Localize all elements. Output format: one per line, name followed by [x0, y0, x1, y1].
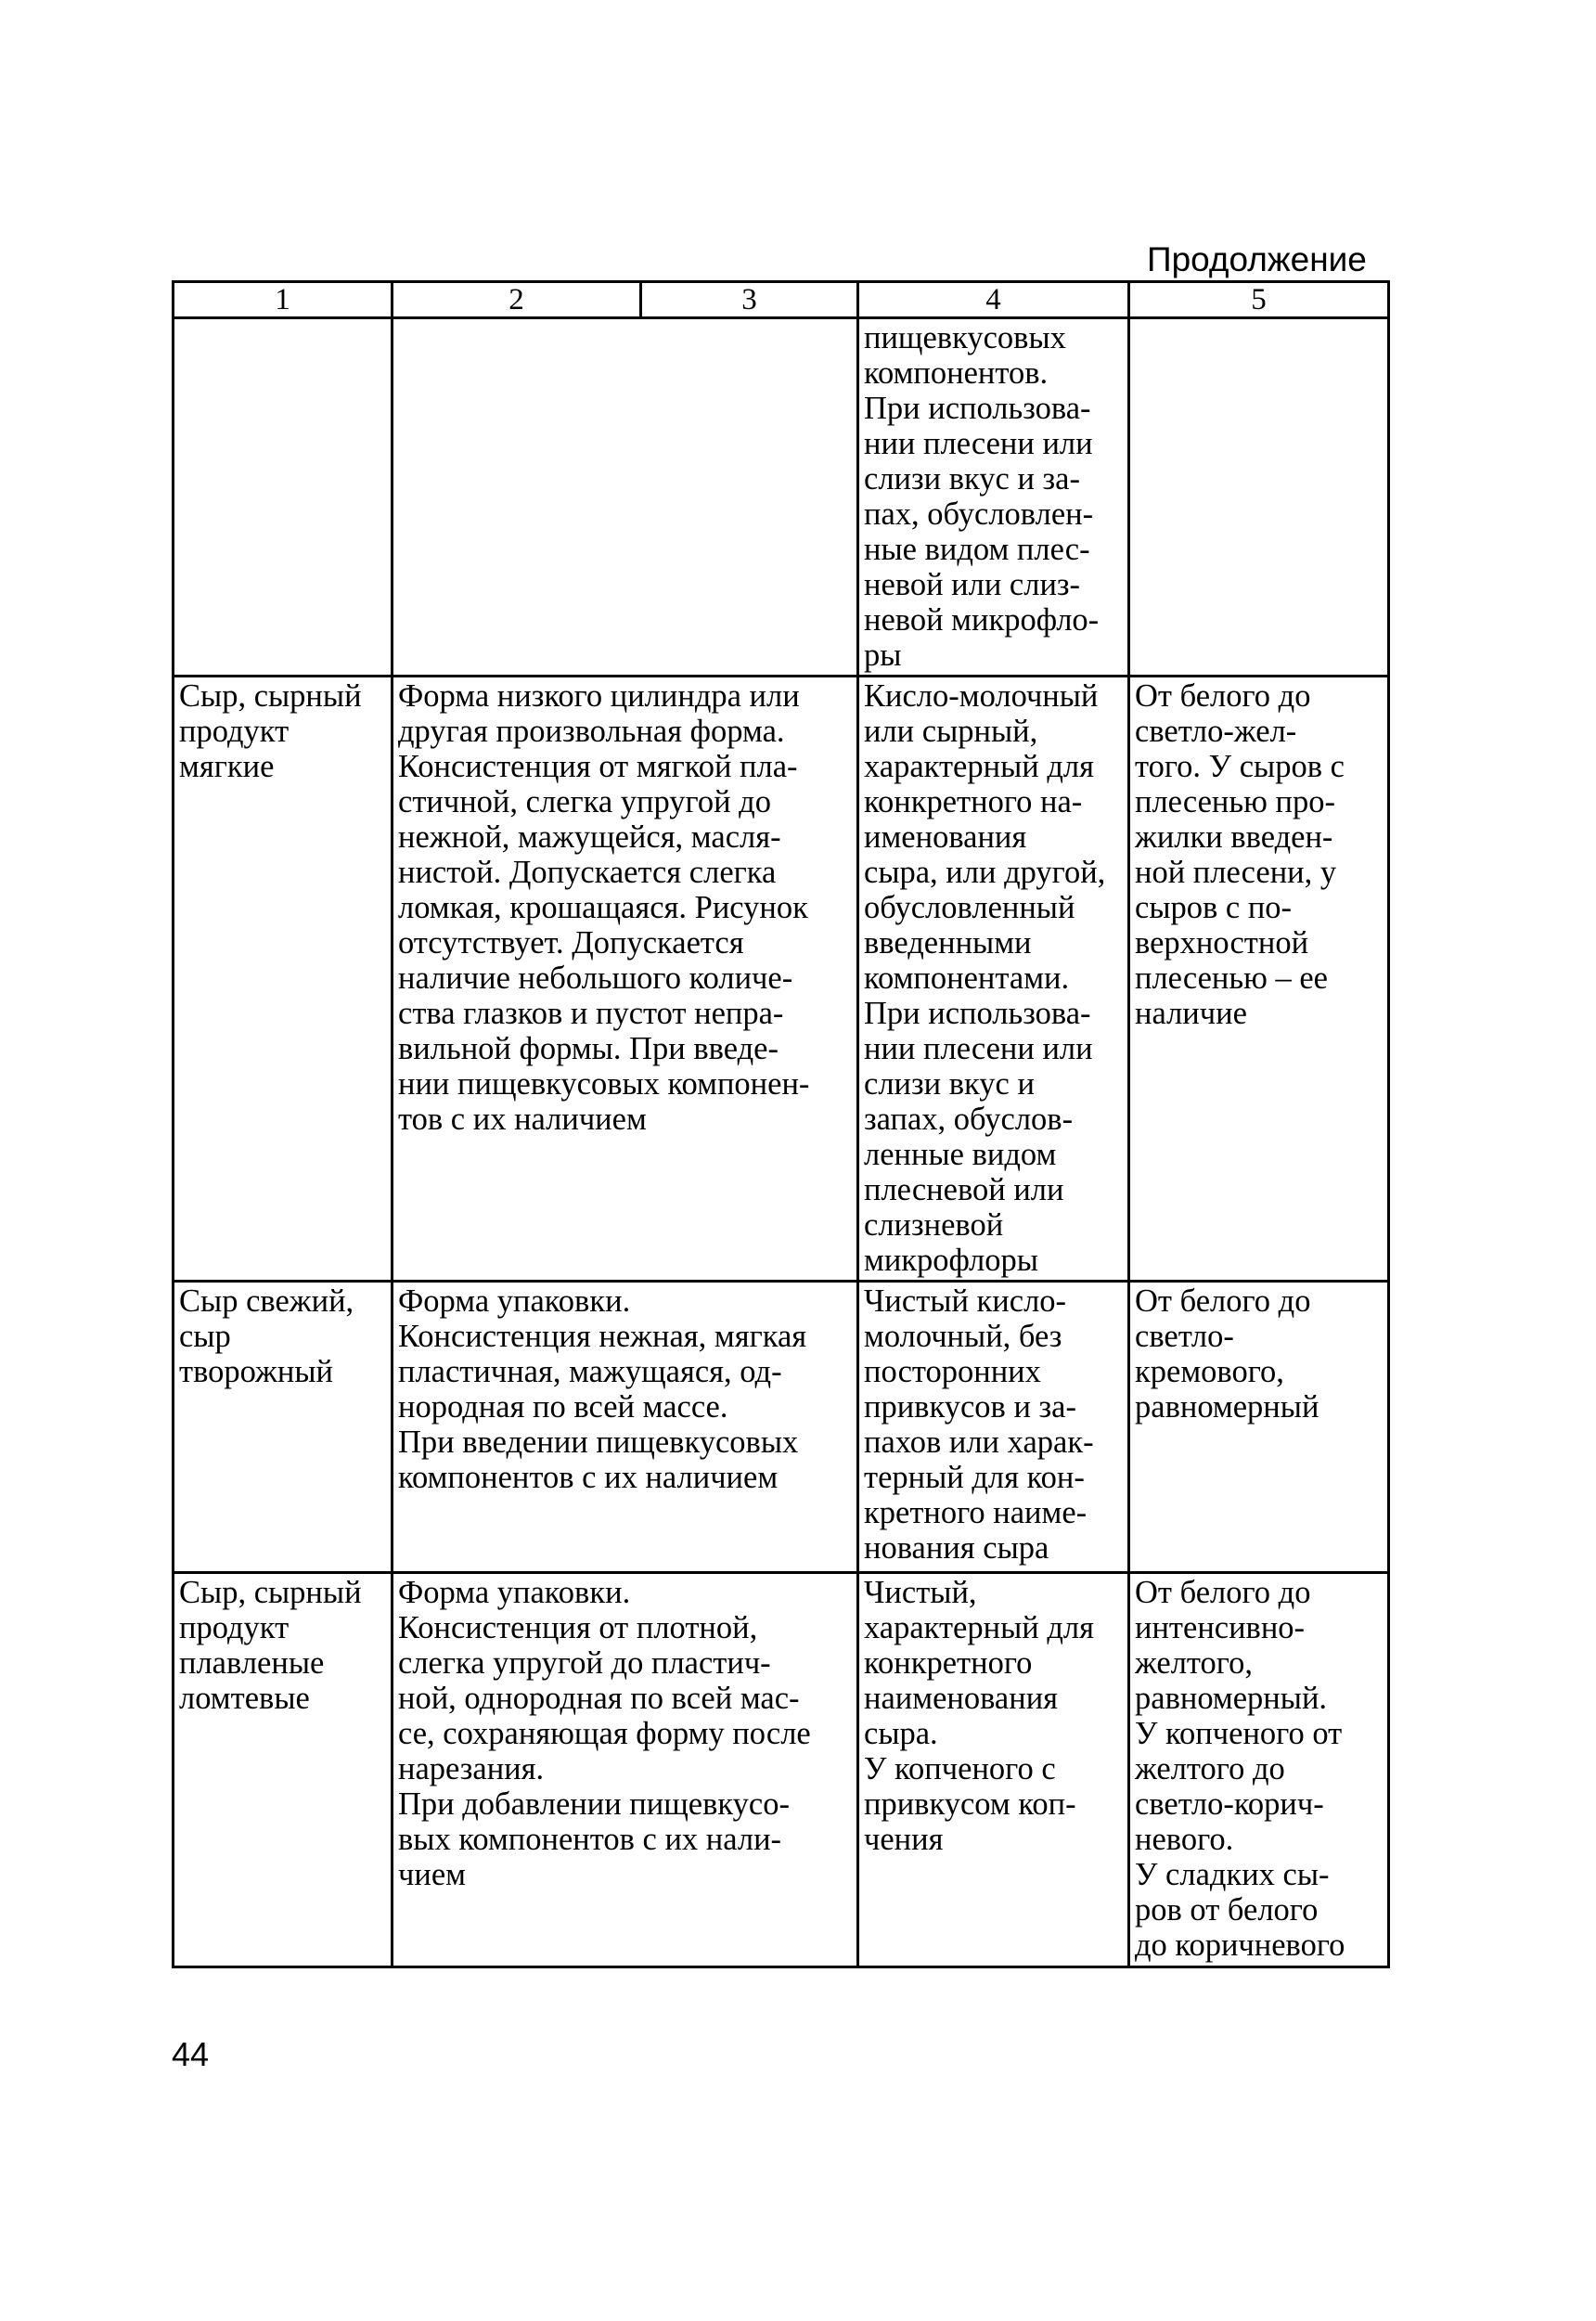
table-row [174, 1573, 1389, 1967]
column-number-4: 4 [858, 282, 1129, 318]
color-text: От белого до светло-жел- того. У сыров с плесенью про- жилки введен- ной плесени, у сыров с по- верхностной плесенью – ее наличие [1135, 678, 1345, 1031]
color-cell [1129, 1573, 1389, 1967]
taste-smell-text: Кисло-молочный или сырный, характерный для конкретного на- именования сыра, или другой, обусловленный введенными компонентами. При использова- нии плесени или слизи вкус и запах, обуслов- ленные видом плесневой или слизневой микрофлоры [864, 678, 1106, 1278]
column-number-2: 2 [393, 282, 641, 318]
product-name-text: Сыр, сырный продукт плавленые ломтевые [179, 1575, 362, 1716]
taste-smell-text: Чистый, характерный для конкретного наименования сыра. У копченого с привкусом коп- чения [864, 1575, 1094, 1857]
column-number-3: 3 [641, 282, 858, 318]
table-header-row [174, 282, 1389, 318]
product-name-cell [174, 318, 393, 677]
product-name-text: Сыр свежий, сыр творожный [179, 1283, 354, 1389]
column-number-5: 5 [1129, 282, 1389, 318]
product-name-text: Сыр, сырный продукт мягкие [179, 678, 362, 784]
product-name-cell [174, 1573, 393, 1967]
taste-smell-cell [858, 1573, 1129, 1967]
taste-smell-cell [858, 677, 1129, 1282]
color-text: От белого до интенсивно- желтого, равномерный. У копченого от желтого до светло-корич- невого. У сладких сы- ров от белого до коричневого [1135, 1575, 1345, 1963]
taste-smell-text: Чистый кисло- молочный, без посторонних привкусов и за- пахов или харак- терный для кон- кретного наиме- нования сыра [864, 1283, 1094, 1566]
taste-smell-text: пищевкусовых компонентов. При использова- нии плесени или слизи вкус и за- пах, обусловлен- ные видом плес- невой или слиз- невой микрофло- ры [864, 320, 1100, 673]
table-row [174, 677, 1389, 1282]
product-name-cell [174, 677, 393, 1282]
cheese-characteristics-table [172, 280, 1390, 1968]
product-name-cell [174, 1282, 393, 1573]
page-number: 44 [172, 2035, 210, 2073]
column-number-1: 1 [174, 282, 393, 318]
color-cell [1129, 677, 1389, 1282]
appearance-consistency-cell [393, 318, 858, 677]
appearance-consistency-cell [393, 1573, 858, 1967]
color-cell [1129, 318, 1389, 677]
color-cell [1129, 1282, 1389, 1573]
appearance-consistency-cell [393, 677, 858, 1282]
taste-smell-cell [858, 1282, 1129, 1573]
table-row [174, 1282, 1389, 1573]
taste-smell-cell [858, 318, 1129, 677]
table-row [174, 318, 1389, 677]
continuation-label: Продолжение [1147, 240, 1367, 278]
appearance-consistency-cell [393, 1282, 858, 1573]
color-text: От белого до светло- кремового, равномерный [1135, 1283, 1319, 1425]
appearance-consistency-text: Форма упаковки. Консистенция нежная, мягкая пластичная, мажущаяся, од- нородная по всей массе. При введении пищевкусовых компонентов с их наличием [398, 1283, 807, 1495]
appearance-consistency-text: Форма упаковки. Консистенция от плотной, слегка упругой до пластич- ной, однородная по всей мас- се, сохраняющая форму после нарезания. При добавлении пищевкусо- вых компонентов с их нали- чием [398, 1575, 811, 1892]
appearance-consistency-text: Форма низкого цилиндра или другая произвольная форма. Консистенция от мягкой пла- стичной, слегка упругой до нежной, мажущейся, масля- нистой. Допускается слегка ломкая, крошащаяся. Рисунок отсутствует. Допускается наличие небольшого количе- ства глазков и пустот непра- вильной формы. При введе- нии пищевкусовых компонен- тов с их наличием [398, 678, 810, 1137]
